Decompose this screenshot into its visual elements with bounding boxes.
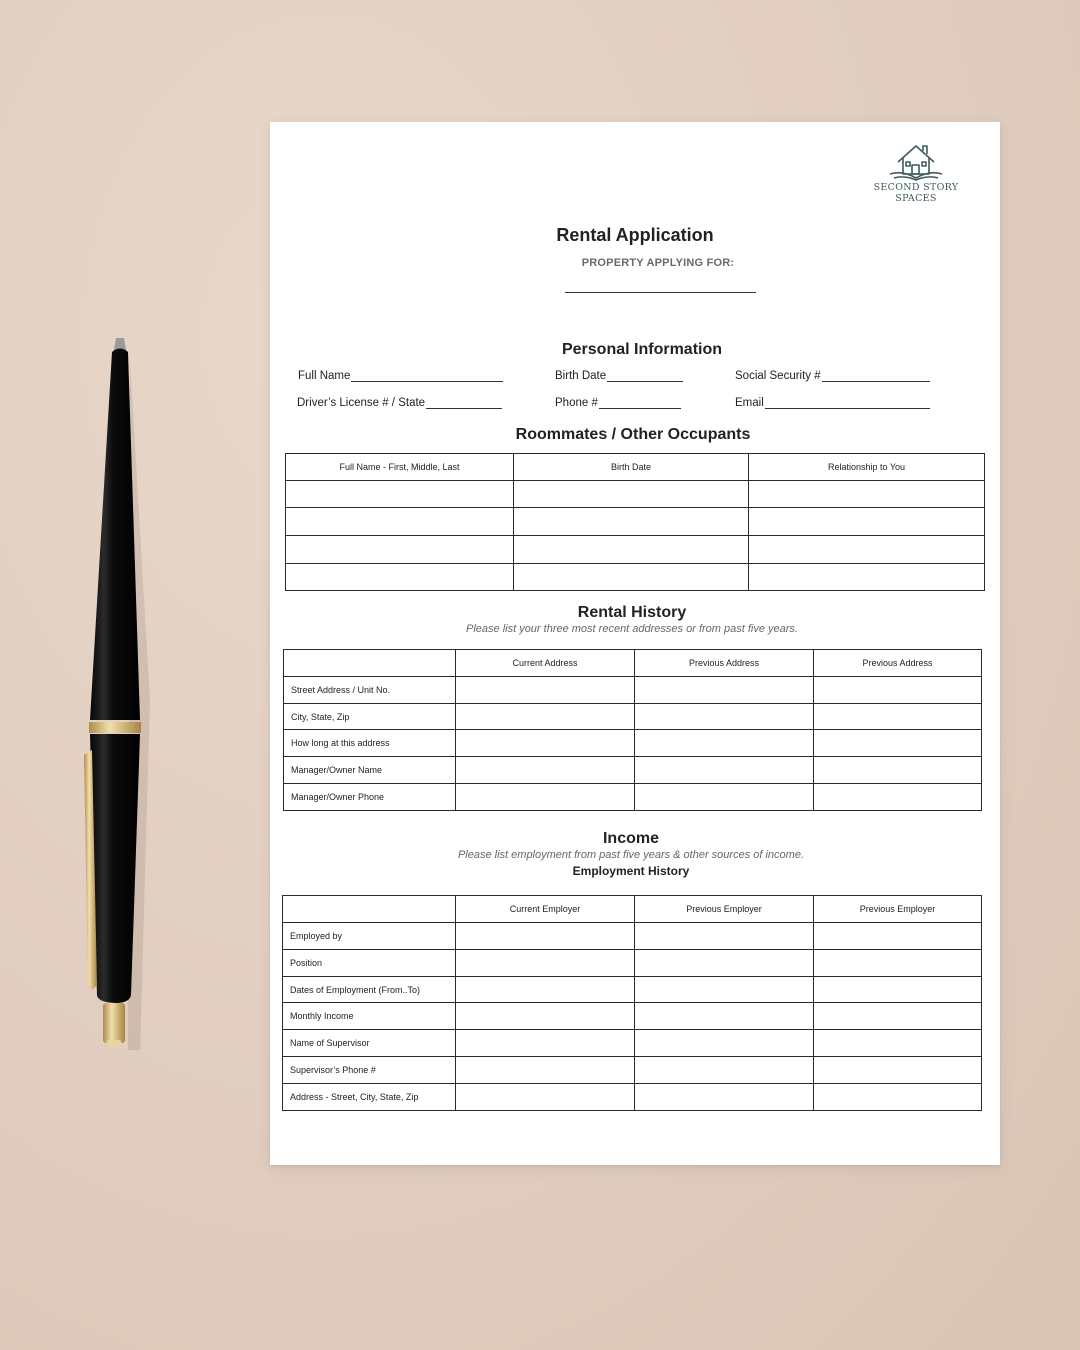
table-cell[interactable] <box>635 1057 814 1084</box>
table-cell[interactable] <box>456 950 635 977</box>
row-label: City, State, Zip <box>284 704 456 730</box>
table-cell[interactable] <box>814 1030 982 1057</box>
table-row <box>286 536 985 564</box>
row-label: Employed by <box>283 923 456 950</box>
company-logo-text: SECOND STORY SPACES <box>873 182 959 204</box>
table-cell[interactable] <box>814 977 982 1003</box>
column-header: Full Name - First, Middle, Last <box>286 454 514 481</box>
table-header-row <box>286 454 985 481</box>
table-cell[interactable] <box>635 784 814 811</box>
rental-history-title: Rental History <box>577 604 687 621</box>
table-cell[interactable] <box>456 923 635 950</box>
table-cell[interactable] <box>456 757 635 784</box>
row-label: Street Address / Unit No. <box>284 677 456 704</box>
column-header: Previous Address <box>814 650 982 677</box>
ssn-field[interactable] <box>735 370 930 382</box>
license-field[interactable] <box>297 397 502 409</box>
column-header: Birth Date <box>514 454 749 481</box>
table-cell[interactable] <box>456 704 635 730</box>
full-name-label: Full Name <box>298 370 351 382</box>
birth-date-label: Birth Date <box>555 370 607 382</box>
table-cell[interactable] <box>456 1057 635 1084</box>
phone-field[interactable] <box>555 397 681 409</box>
table-cell[interactable] <box>514 508 749 536</box>
property-label: PROPERTY APPLYING FOR: <box>581 257 735 269</box>
table-cell[interactable] <box>635 704 814 730</box>
table-cell[interactable] <box>286 536 514 564</box>
full-name-field[interactable] <box>298 370 503 382</box>
house-on-book-icon <box>886 142 946 182</box>
company-logo <box>870 142 962 204</box>
table-cell[interactable] <box>456 1003 635 1030</box>
table-cell[interactable] <box>635 1030 814 1057</box>
rental-application-sheet <box>270 122 1000 1165</box>
table-cell[interactable] <box>635 730 814 757</box>
row-label: Manager/Owner Phone <box>284 784 456 811</box>
table-row <box>283 1030 982 1057</box>
page-title: Rental Application <box>556 225 714 245</box>
table-cell[interactable] <box>749 481 985 508</box>
birth-date-field[interactable] <box>555 370 683 382</box>
table-row <box>286 481 985 508</box>
column-header: Previous Employer <box>814 896 982 923</box>
table-cell[interactable] <box>814 923 982 950</box>
table-row <box>284 704 982 730</box>
table-row <box>283 1003 982 1030</box>
row-label: Address - Street, City, State, Zip <box>283 1084 456 1111</box>
rental-history-table <box>283 649 982 811</box>
table-cell[interactable] <box>814 677 982 704</box>
table-cell[interactable] <box>635 677 814 704</box>
license-label: Driver’s License # / State <box>297 397 426 409</box>
table-row <box>284 784 982 811</box>
column-header: Previous Address <box>635 650 814 677</box>
table-cell[interactable] <box>456 1084 635 1111</box>
table-cell[interactable] <box>456 977 635 1003</box>
table-cell[interactable] <box>456 1030 635 1057</box>
column-header <box>284 650 456 677</box>
table-cell[interactable] <box>749 536 985 564</box>
table-row <box>284 730 982 757</box>
table-row <box>283 950 982 977</box>
table-cell[interactable] <box>635 757 814 784</box>
table-row <box>284 677 982 704</box>
rental-history-note: Please list your three most recent addresses or from past five years. <box>466 623 798 635</box>
table-cell[interactable] <box>814 757 982 784</box>
table-row <box>283 977 982 1003</box>
email-field[interactable] <box>735 397 930 409</box>
table-cell[interactable] <box>814 1084 982 1111</box>
table-cell[interactable] <box>514 536 749 564</box>
row-label: Position <box>283 950 456 977</box>
table-cell[interactable] <box>749 564 985 591</box>
table-row <box>284 757 982 784</box>
table-cell[interactable] <box>814 950 982 977</box>
column-header: Current Address <box>456 650 635 677</box>
row-label: Manager/Owner Name <box>284 757 456 784</box>
table-cell[interactable] <box>814 1003 982 1030</box>
table-cell[interactable] <box>286 508 514 536</box>
table-cell[interactable] <box>286 481 514 508</box>
row-label: Name of Supervisor <box>283 1030 456 1057</box>
column-header <box>283 896 456 923</box>
table-cell[interactable] <box>514 481 749 508</box>
employment-history-title: Employment History <box>572 864 690 878</box>
table-cell[interactable] <box>456 677 635 704</box>
table-cell[interactable] <box>814 784 982 811</box>
table-header-row <box>283 896 982 923</box>
table-cell[interactable] <box>814 730 982 757</box>
table-row <box>283 1084 982 1111</box>
pen-icon <box>0 0 200 1350</box>
roommates-table <box>285 453 985 591</box>
table-cell[interactable] <box>514 564 749 591</box>
table-cell[interactable] <box>749 508 985 536</box>
table-row <box>286 564 985 591</box>
table-row <box>286 508 985 536</box>
table-cell[interactable] <box>635 923 814 950</box>
table-cell[interactable] <box>286 564 514 591</box>
row-label: Supervisor’s Phone # <box>283 1057 456 1084</box>
column-header: Relationship to You <box>749 454 985 481</box>
personal-info-title: Personal Information <box>561 341 723 358</box>
table-cell[interactable] <box>635 1084 814 1111</box>
row-label: Monthly Income <box>283 1003 456 1030</box>
income-note: Please list employment from past five years & other sources of income. <box>457 849 805 861</box>
table-cell[interactable] <box>456 784 635 811</box>
column-header: Current Employer <box>456 896 635 923</box>
email-label: Email <box>735 397 764 409</box>
table-cell[interactable] <box>635 977 814 1003</box>
table-row <box>283 1057 982 1084</box>
table-cell[interactable] <box>814 1057 982 1084</box>
table-cell[interactable] <box>635 950 814 977</box>
table-header-row <box>284 650 982 677</box>
row-label: Dates of Employment (From..To) <box>283 977 456 1003</box>
phone-label: Phone # <box>555 397 598 409</box>
employment-history-table <box>282 895 982 1111</box>
property-input-line[interactable] <box>565 292 756 293</box>
table-cell[interactable] <box>814 704 982 730</box>
table-cell[interactable] <box>456 730 635 757</box>
table-row <box>283 923 982 950</box>
roommates-title: Roommates / Other Occupants <box>515 426 751 443</box>
table-cell[interactable] <box>635 1003 814 1030</box>
row-label: How long at this address <box>284 730 456 757</box>
income-title: Income <box>602 830 659 847</box>
ssn-label: Social Security # <box>735 370 821 382</box>
column-header: Previous Employer <box>635 896 814 923</box>
